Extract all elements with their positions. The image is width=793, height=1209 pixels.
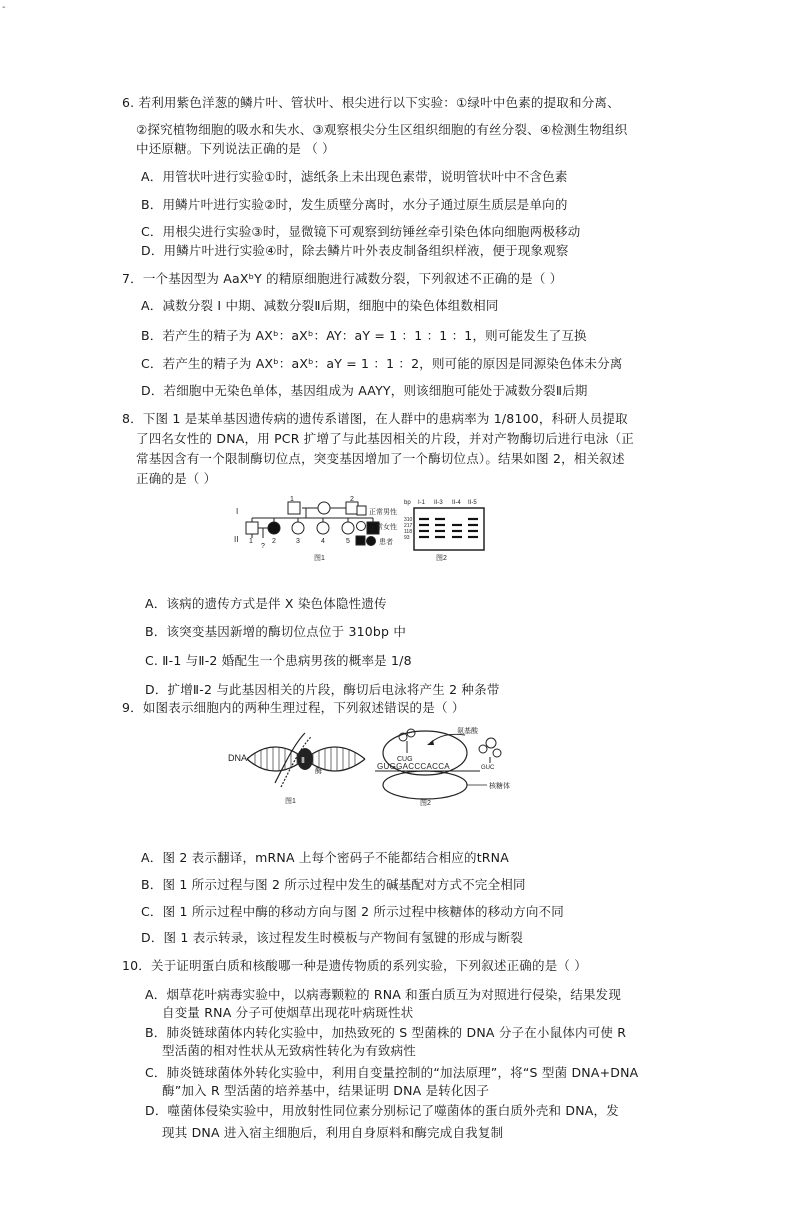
q9-option-c: C．图 1 所示过程中酶的移动方向与图 2 所示过程中核糖体的移动方向不同 (141, 904, 564, 919)
q9-fig2-caption: 图2 (420, 800, 431, 807)
q10-option-a-line-2: 自变量 RNA 分子可使烟草出现花叶病斑性状 (162, 1005, 414, 1020)
svg-text:2: 2 (272, 538, 276, 545)
gen-label-i: I (236, 507, 239, 516)
q8-option-a: A．该病的遗传方式是伴 X 染色体隐性遗传 (145, 596, 387, 611)
codon-label: CUG (397, 756, 413, 763)
legend-normal-female: 正常女性 (369, 524, 397, 531)
corner-mark: - (2, 2, 6, 13)
q10-option-c-line-2: 酶”加入 R 型活菌的培养基中，结果证明 DNA 是转化因子 (162, 1083, 490, 1098)
q6-option-b: B．用鳞片叶进行实验②时，发生质壁分离时，水分子通过原生质层是单向的 (141, 197, 568, 212)
q10-option-b-line-2: 型活菌的相对性状从无致病性转化为有致病性 (162, 1043, 417, 1058)
q8-stem-line-1: 8．下图 1 是某单基因遗传病的遗传系谱图，在人群中的患病率为 1/8100，科研人员提取 (122, 411, 628, 426)
svg-text:1: 1 (249, 538, 253, 545)
q6-option-a: A．用管状叶进行实验①时，滤纸条上未出现色素带，说明管状叶中不含色素 (141, 169, 568, 184)
q9-option-b: B．图 1 所示过程与图 2 所示过程中发生的碱基配对方式不完全相同 (141, 877, 526, 892)
svg-text:310: 310 (404, 517, 413, 523)
amino-acid-label: 氨基酸 (457, 728, 478, 735)
q10-option-c-line-1: C．肺炎链球菌体外转化实验中，利用自变量控制的“加法原理”，将“S 型菌 DNA+DNA (145, 1065, 639, 1080)
legend-patient: 患者 (379, 539, 393, 546)
q10-stem: 10．关于证明蛋白质和核酸哪一种是遗传物质的系列实验，下列叙述正确的是（ ） (122, 958, 587, 973)
q6-stem-line-1: 6. 若利用紫色洋葱的鳞片叶、管状叶、根尖进行以下实验：①绿叶中色素的提取和分离、 (122, 95, 620, 110)
enzyme-shape (297, 748, 313, 770)
q6-stem-line-2: ②探究植物细胞的吸水和失水、③观察根尖分生区组织细胞的有丝分裂、④检测生物组织 (136, 122, 628, 137)
legend-affected-female-icon (367, 537, 376, 546)
gel-box (414, 508, 484, 550)
pedigree-ii5-female (342, 522, 354, 534)
q9-figure (225, 723, 570, 809)
svg-text:II-3: II-3 (434, 500, 443, 506)
dna-label: DNA (228, 753, 248, 763)
svg-text:II-4: II-4 (452, 500, 461, 506)
ribosome-label: 核糖体 (489, 783, 510, 790)
q8-stem-line-3: 常基因含有一个限制酶切位点，突变基因增加了一个酶切位点）。结果如图 2，相关叙述 (136, 451, 625, 466)
q10-option-b-line-1: B．肺炎链球菌体内转化实验中，加热致死的 S 型菌株的 DNA 分子在小鼠体内可使 R (145, 1025, 627, 1040)
q10-option-a-line-1: A．烟草花叶病毒实验中，以病毒颗粒的 RNA 和蛋白质互为对照进行侵染，结果发现 (145, 987, 622, 1002)
q7-stem: 7．一个基因型为 AaXᵇY 的精原细胞进行减数分裂，下列叙述不正确的是（ ） (122, 271, 563, 286)
fig1-caption: 图1 (314, 555, 325, 562)
q9-option-d: D．图 1 表示转录，该过程发生时模板与产物间有氢键的形成与断裂 (141, 930, 523, 945)
q7-option-c: C．若产生的精子为 AXᵇ：aXᵇ：aY = 1 ：1 ：2，则可能的原因是同源染色体未分离 (141, 356, 623, 371)
q9-stem: 9．如图表示细胞内的两种生理过程，下列叙述错误的是（ ） (122, 700, 465, 715)
q7-option-d: D．若细胞中无染色单体，基因组成为 AAYY，则该细胞可能处于减数分裂Ⅱ后期 (141, 383, 588, 398)
svg-text:II-5: II-5 (468, 500, 477, 506)
gel-bp-label: bp (404, 500, 411, 506)
svg-text:Ⅱ: Ⅱ (301, 756, 305, 765)
q8-stem-line-4: 正确的是（ ） (136, 471, 217, 486)
svg-text:217: 217 (404, 523, 413, 529)
q10-option-d-line-1: D．噬菌体侵染实验中，用放射性同位素分别标记了噬菌体的蛋白质外壳和 DNA，发 (145, 1103, 619, 1118)
svg-text:2: 2 (350, 496, 354, 503)
q7-option-b: B．若产生的精子为 AXᵇ：aXᵇ：AY：aY = 1 ：1 ：1 ：1，则可能发生了互换 (141, 328, 587, 343)
legend-male-icon (357, 506, 366, 515)
gen-label-ii: II (234, 535, 239, 544)
svg-text:5: 5 (346, 538, 350, 545)
pedigree-ii4-female (317, 522, 329, 534)
q8-option-c: C. Ⅱ-1 与Ⅱ-2 婚配生一个患病男孩的概率是 1/8 (145, 653, 412, 668)
svg-text:118: 118 (404, 529, 412, 535)
svg-text:1: 1 (290, 496, 294, 503)
q8-option-b: B．该突变基因新增的酶切位点位于 310bp 中 (145, 624, 407, 639)
q7-option-a: A．减数分裂 I 中期、减数分裂Ⅱ后期，细胞中的染色体组数相同 (141, 298, 499, 313)
pedigree-i2-female (318, 502, 330, 514)
q6-option-d: D．用鳞片叶进行实验④时，除去鳞片叶外表皮制备组织样液，便于现象观察 (141, 243, 569, 258)
enzyme-label: 酶 (315, 768, 322, 775)
svg-text:GUC: GUC (481, 765, 495, 771)
svg-text:4: 4 (321, 538, 325, 545)
fig2-caption: 图2 (436, 555, 447, 562)
legend-affected-male-icon (356, 536, 365, 545)
mrna-sequence: GUGGACCCACCA (377, 762, 450, 771)
pedigree-ii1-male (246, 522, 258, 534)
pedigree-ii2-affected (268, 522, 280, 534)
legend-female-icon (357, 522, 366, 531)
svg-text:3: 3 (296, 538, 300, 545)
pedigree-ii3-female (292, 522, 304, 534)
q10-option-d-line-2: 现其 DNA 进入宿主细胞后，利用自身原料和酶完成自我复制 (162, 1125, 504, 1140)
q9-fig1-caption: 图1 (285, 798, 296, 805)
q6-stem-line-3: 中还原糖。下列说法正确的是 （ ） (136, 141, 335, 156)
svg-text:93: 93 (404, 535, 410, 541)
legend-normal-male: 正常男性 (369, 509, 397, 516)
q8-stem-line-2: 了四名女性的 DNA，用 PCR 扩增了与此基因相关的片段，并对产物酶切后进行电泳（正 (136, 431, 634, 446)
pedigree-i1-male (288, 502, 300, 514)
q8-figure (228, 496, 563, 580)
q6-option-c: C．用根尖进行实验③时，显微镜下可观察到纺锤丝牵引染色体向细胞两极移动 (141, 224, 581, 239)
q9-option-a: A．图 2 表示翻译，mRNA 上每个密码子不能都结合相应的tRNA (141, 850, 509, 865)
svg-text:?: ? (261, 543, 265, 550)
svg-text:I-1: I-1 (418, 500, 426, 506)
q8-option-d: D．扩增Ⅱ-2 与此基因相关的片段，酶切后电泳将产生 2 种条带 (145, 682, 500, 697)
